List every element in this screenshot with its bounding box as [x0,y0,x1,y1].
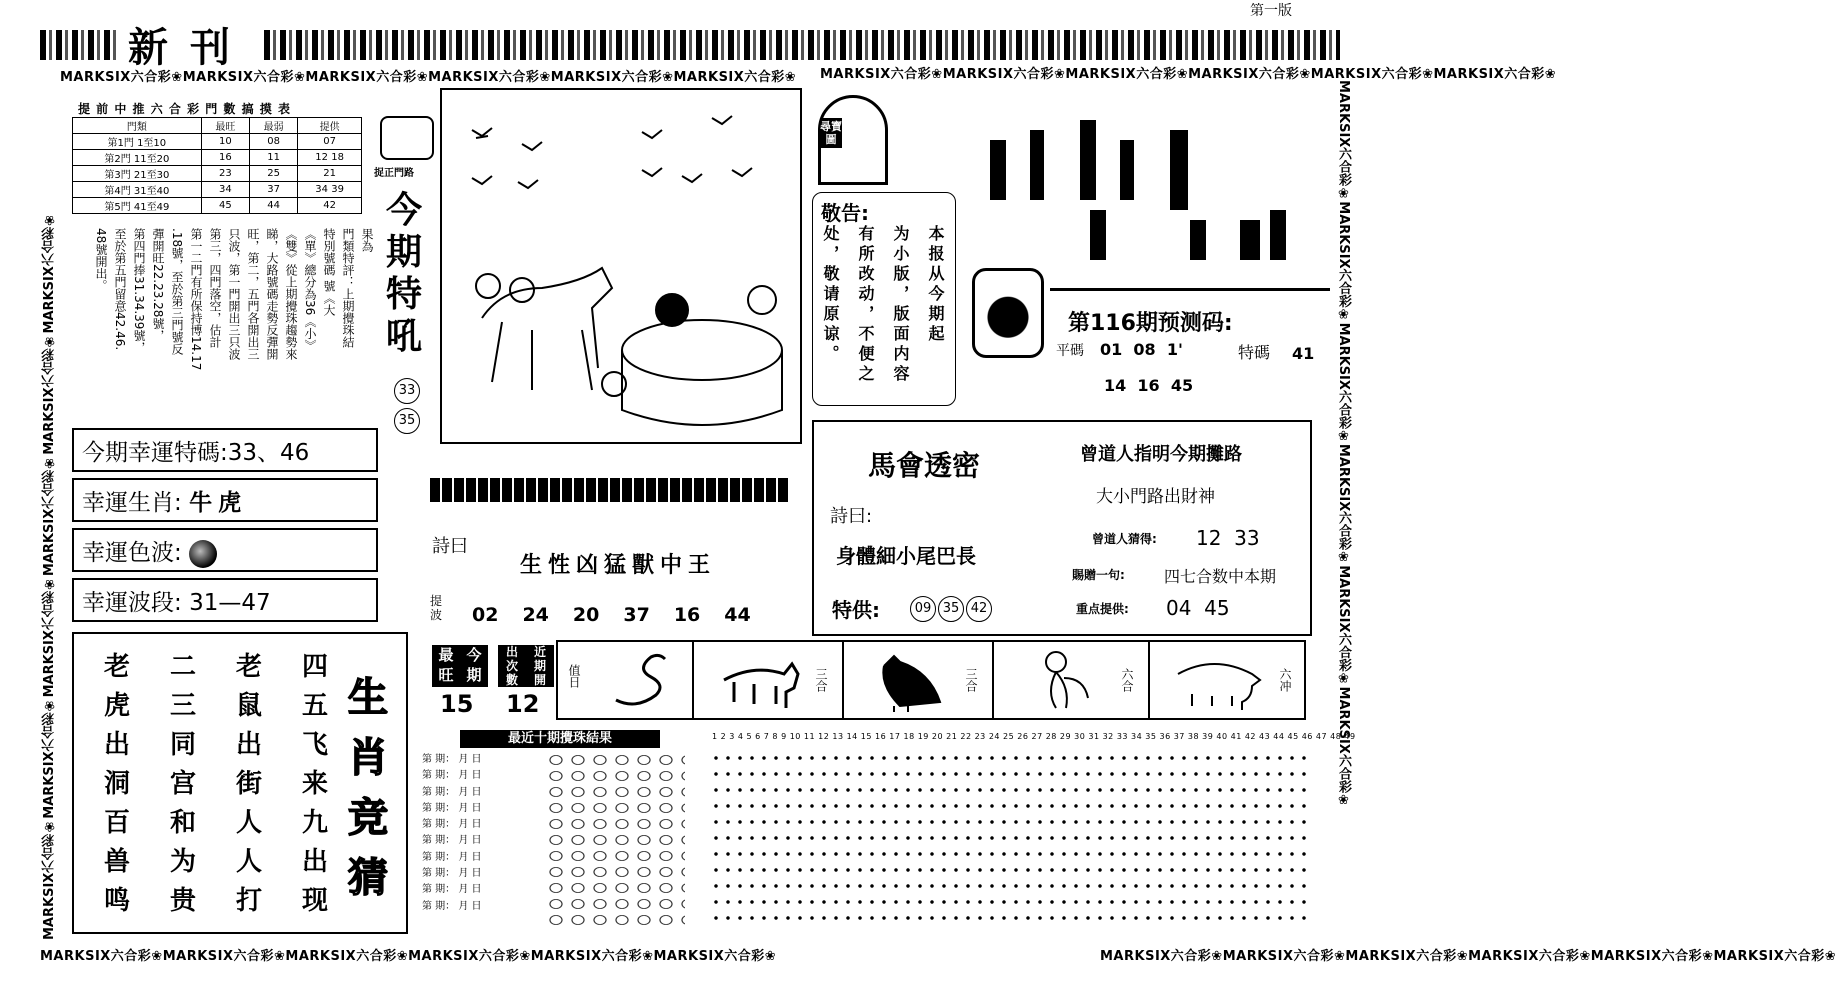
zodiac-cell-monkey [994,640,1150,720]
poem-char: 老 [235,652,262,682]
analysis-column: 門類特評：上期攪珠結 [341,228,355,348]
zodiac-relation-label: 三合 [814,668,828,692]
poem-char: 鼠 [235,691,262,721]
color-ball-icon [189,540,217,568]
forecast-divider [1050,288,1330,291]
treasure-label: 尋寶圖 [820,120,842,146]
brand-band-top-left: MARKSIX六合彩❀MARKSIX六合彩❀MARKSIX六合彩❀MARKSIX六合彩❀MARKSIX六合彩❀MARKSIX六合彩❀ [60,70,797,85]
center-hint-label: 提波 [430,594,443,622]
table-cell: 42 [298,198,362,214]
analysis-column: 只波，第一門開出三只波 [227,228,241,360]
supply-number-ball: 35 [938,596,964,622]
results-row-label: 第 期： 月 日 [422,868,482,880]
most-label-1: 最旺 [438,646,454,684]
zodiac-relation-label: 六合 [1120,668,1134,692]
horse-title: 馬會透密 [868,449,981,482]
table-cell: 37 [249,182,297,198]
table-header: 最弱 [249,118,297,134]
brand-band-top-right: MARKSIX六合彩❀MARKSIX六合彩❀MARKSIX六合彩❀MARKSIX六合彩❀MARKSIX六合彩❀MARKSIX六合彩❀ [820,67,1557,82]
poem-char: 洞 [103,769,130,799]
lucky-code-row [72,428,378,472]
results-row-label: 第 期： 月 日 [422,835,482,847]
poem-char: 九 [301,808,328,838]
table-row [73,134,362,150]
notice-body [819,225,947,401]
results-number-header: 1 2 3 4 5 6 7 8 9 10 11 12 13 14 15 16 17 18 19 20 21 22 23 24 25 26 27 28 29 30 31 32 33 34 35 36 37 38 39 40 41 42 43 44 45 46 47 48 49 [712,732,1356,741]
center-header-strip [430,478,790,502]
brand-band-right: MARKSIX六合彩❀MARKSIX六合彩❀MARKSIX六合彩❀MARKSIX六合彩❀MARKSIX六合彩❀MARKSIX六合彩❀ [1336,80,1351,808]
ox-icon [714,650,804,710]
tag-image [380,116,434,160]
table-row [73,198,362,214]
most-value-2: 12 [506,690,540,718]
horse-bird-illustration [442,90,800,442]
results-title: 最近十期攪珠結果 [460,730,660,748]
analysis-column: 第一二門有所保持博14.17 [189,228,203,371]
table-cell: 08 [249,134,297,150]
results-row-label: 第 期： 月 日 [422,770,482,782]
results-dot-grid [710,750,1310,930]
poem-char: 二 [169,652,196,682]
recent-label-1: 出次數 [505,645,518,687]
horse-gift-label: 賜贈一句: [1072,568,1125,582]
horse-poem-label: 詩曰: [830,506,873,527]
lucky-range-value: 31—47 [189,590,271,616]
recent-label-2: 近期開 [533,645,546,687]
analysis-text [62,228,374,418]
notice-line: 为小版，版面内容 [891,225,910,385]
horse-key-value: 04 45 [1166,596,1230,620]
lucky-color-label: 幸運色波: [82,540,182,566]
poem-char: 老 [103,652,130,682]
poem-column [150,648,216,921]
poem-char: 鸣 [103,886,130,916]
notice-line: 处，敬请原谅。 [821,225,840,365]
analysis-column: 彈開旺22.23.28號， [151,228,165,342]
results-row-label: 第 期： 月 日 [422,900,482,912]
notice-line: 有所改动，不便之 [856,225,875,385]
table-cell: 第5門 41至49 [73,198,202,214]
zodiac-cell-pig [1150,640,1306,720]
table-header: 提供 [298,118,362,134]
lucky-zodiac-value: 牛虎 [189,490,248,516]
horse-head: 曾道人指明今期攤路 [1080,444,1242,465]
table-cell: 第3門 21至30 [73,166,202,182]
poem-char: 百 [103,808,130,838]
table-cell: 34 39 [298,182,362,198]
rooster-icon [864,646,954,712]
notice-box [812,192,956,406]
table-cell: 23 [201,166,249,182]
table-header: 門類 [73,118,202,134]
zodiac-relation-label: 三合 [964,668,978,692]
special-number-ball: 35 [394,408,420,434]
header-title-left: 新 [128,25,168,71]
brand-band-bottom-right: MARKSIX六合彩❀MARKSIX六合彩❀MARKSIX六合彩❀MARKSIX六合彩❀MARKSIX六合彩❀MARKSIX六合彩❀ [1100,949,1836,964]
table-row [73,166,362,182]
forecast-flat-label: 平碼 [1056,343,1084,359]
horse-poem-text: 身體細小尾巴長 [836,544,976,568]
results-row-label: 第 期： 月 日 [422,851,482,863]
center-poem-label: 詩曰 [432,536,468,557]
lucky-range-row [72,578,378,622]
analysis-column: 《單》總分為36《小》 [303,228,317,352]
poem-column [216,648,282,921]
analysis-column: 特別號碼 號《大 [322,228,336,316]
analysis-column: 睇，大路號碼走勢反彈開 [265,228,279,360]
analysis-column: 《雙》從上期攪珠趨勢來 [284,228,298,360]
table-cell: 第1門 1至10 [73,134,202,150]
poem-grid-title: 生肖竞猜 [348,675,388,901]
poem-column [282,648,348,921]
forecast-flat-numbers: 01 08 1' [1100,340,1183,359]
doors-table-title: 提 前 中 推 六 合 彩 門 數 搞 摸 表 [78,102,291,116]
zodiac-relation-label: 六冲 [1278,668,1292,692]
poem-char: 打 [235,886,262,916]
most-value-1: 15 [440,690,474,718]
poem-char: 人 [235,808,262,838]
horse-key-label: 重点提供: [1076,602,1129,616]
page-label: 第一版 [1250,3,1292,19]
snake-icon [596,650,676,710]
poem-char: 五 [301,691,328,721]
analysis-column: 果為 [360,228,374,252]
results-row-label: 第 期： 月 日 [422,819,482,831]
table-cell: 44 [249,198,297,214]
doors-table [72,117,362,214]
hint-number: 02 [472,604,499,626]
most-label-2: 今期 [466,646,482,684]
hint-number: 37 [623,604,650,626]
zodiac-first-label: 值日 [567,664,581,688]
poem-char: 出 [301,847,328,877]
hint-number: 24 [522,604,549,626]
analysis-column: 至於第五門留意42.46. [113,228,127,351]
analysis-column: 48號開出。 [94,228,108,292]
horse-supply-numbers [910,596,992,622]
poem-char: 来 [301,769,328,799]
analysis-column: 第三，四門落空，估計 [208,228,222,348]
table-cell: 45 [201,198,249,214]
table-cell: 16 [201,150,249,166]
hint-number: 44 [724,604,751,626]
table-cell: 第4門 31至40 [73,182,202,198]
table-cell: 12 18 [298,150,362,166]
brush-logo [970,110,1310,270]
poem-char: 兽 [103,847,130,877]
supply-number-ball: 42 [966,596,992,622]
notice-title: 敬告: [821,201,869,225]
poem-char: 宫 [169,769,196,799]
analysis-column: 旺，第二，五門各開出三 [246,228,260,360]
table-cell: 第2門 11至20 [73,150,202,166]
table-header-row [73,118,362,134]
forecast-special-value: 41 [1292,344,1315,363]
supply-number-ball: 09 [910,596,936,622]
forecast-special-label: 特碼 [1238,343,1271,362]
horse-supply-label: 特供: [832,598,880,622]
table-cell: 34 [201,182,249,198]
zodiac-cell-snake [556,640,694,720]
center-poem-text: 生性凶猛獸中王 [520,553,717,578]
table-cell: 10 [201,134,249,150]
horse-expert-label: 曾道人猜得: [1092,532,1157,546]
lucky-zodiac-row [72,478,378,522]
notice-line: 本报从今期起 [926,225,945,345]
hint-number: 20 [572,604,600,626]
results-row-label: 第 期： 月 日 [422,786,482,798]
lucky-range-label: 幸運波段: [82,590,182,616]
horse-gift-value: 四七合数中本期 [1164,567,1277,586]
poem-char: 人 [235,847,262,877]
results-row-labels [422,752,542,915]
poem-char: 三 [169,691,196,721]
monkey-icon [1034,648,1104,712]
horse-sub: 大小門路出財神 [1096,487,1215,507]
poem-char: 和 [169,808,196,838]
brand-band-bottom-left: MARKSIX六合彩❀MARKSIX六合彩❀MARKSIX六合彩❀MARKSIX六合彩❀MARKSIX六合彩❀MARKSIX六合彩❀ [40,949,777,964]
poem-column [84,648,150,921]
table-cell: 07 [298,134,362,150]
zodiac-cell-rooster [844,640,994,720]
poem-char: 出 [103,730,130,760]
forecast-title: 第116期预测码: [1068,311,1233,336]
center-hint-numbers [472,604,751,626]
results-row-label: 第 期： 月 日 [422,754,482,765]
forecast-line2: 14 16 45 [1104,376,1194,395]
header-title-right: 刊 [190,25,230,71]
horse-expert-value: 12 33 [1196,526,1260,550]
hint-number: 16 [673,604,701,626]
poem-grid [84,648,348,921]
special-number-ball: 33 [394,378,420,404]
poem-char: 四 [301,652,328,682]
analysis-column: .18號，至於第三門號反 [170,228,184,356]
poem-char: 现 [301,886,328,916]
lucky-code: 今期幸運特碼:33、46 [82,440,310,466]
table-row [73,182,362,198]
table-cell: 25 [249,166,297,182]
table-row [73,150,362,166]
tag-label: 捉正門路 [374,168,414,179]
pig-icon [1168,650,1264,710]
brand-band-left: MARKSIX六合彩❀MARKSIX六合彩❀MARKSIX六合彩❀MARKSIX六合彩❀MARKSIX六合彩❀MARKSIX六合彩❀ [42,212,57,940]
results-row-label: 第 期： 月 日 [422,884,482,896]
results-ball-slots [545,752,685,927]
table-cell: 11 [249,150,297,166]
lucky-color-row [72,528,378,572]
poem-char: 出 [235,730,262,760]
poem-char: 飞 [301,730,328,760]
poem-char: 为 [169,847,196,877]
money-bag-icon [972,268,1044,358]
table-cell: 21 [298,166,362,182]
special-title: 今期特吼 [386,190,423,357]
poem-char: 贵 [169,886,196,916]
analysis-column: 第四門捧31.34.39號， [132,228,146,354]
poem-char: 街 [235,769,262,799]
recent-label-box [498,645,554,687]
lucky-zodiac-label: 幸運生肖: [82,490,182,516]
poem-char: 虎 [103,691,130,721]
most-label-box [432,645,488,687]
results-row-label: 第 期： 月 日 [422,802,482,814]
table-header: 最旺 [201,118,249,134]
zodiac-cell-ox [694,640,844,720]
poem-char: 同 [169,730,196,760]
illustration-box [440,88,802,444]
